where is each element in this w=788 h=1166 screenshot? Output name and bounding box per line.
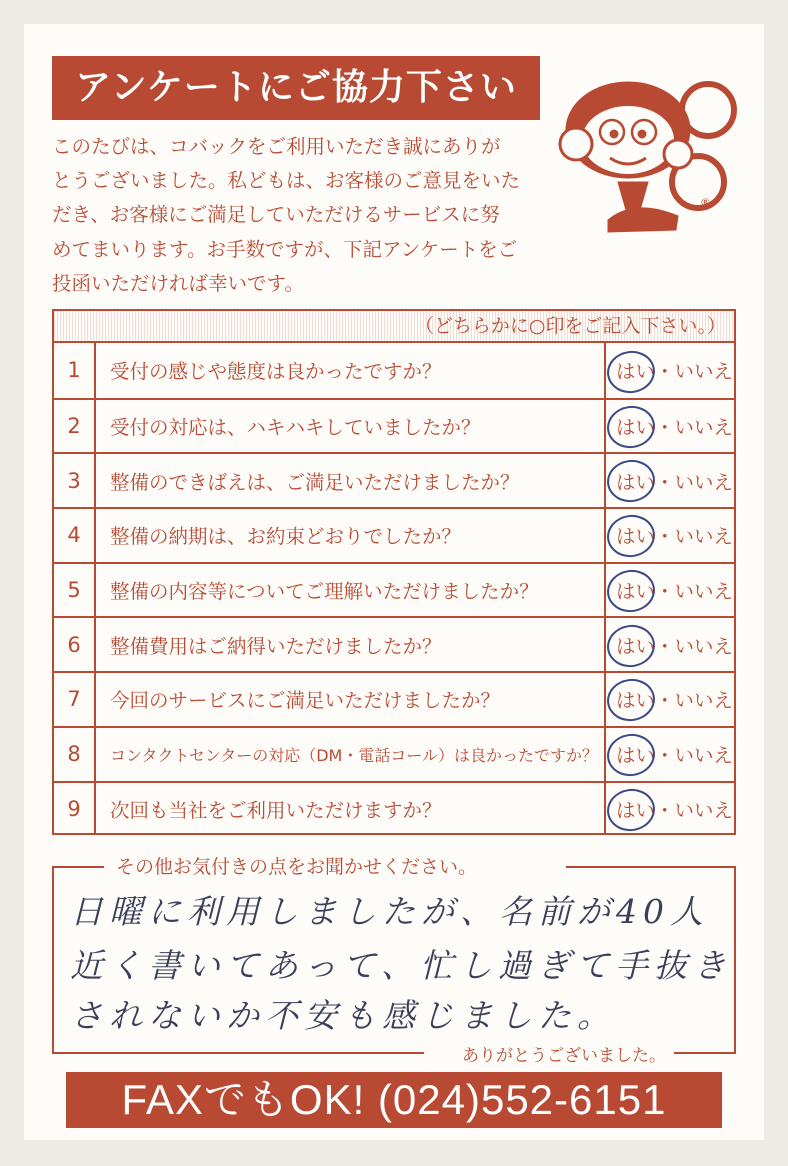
question-text: 整備の内容等についてご理解いただけましたか？ bbox=[110, 580, 539, 604]
question-text: 受付の対応は、ハキハキしていましたか？ bbox=[110, 416, 481, 440]
answer-separator: ・ bbox=[655, 470, 675, 494]
question-number: 2 bbox=[54, 400, 96, 453]
answer-yes[interactable]: はい bbox=[616, 525, 656, 549]
intro-line: このたびは、コバックをご利用いただき誠にありが bbox=[52, 135, 501, 158]
question-text: 次回も当社をご利用いただけますか？ bbox=[110, 798, 442, 822]
intro-line: 投函いただければ幸いです。 bbox=[52, 271, 304, 295]
answer-yes[interactable]: はい bbox=[616, 634, 656, 658]
page-title: アンケートにご協力下さい bbox=[52, 56, 540, 120]
answer-no[interactable]: いいえ bbox=[674, 470, 734, 494]
answer-no[interactable]: いいえ bbox=[674, 416, 734, 440]
answer-separator: ・ bbox=[655, 634, 675, 658]
answer-yes[interactable]: はい bbox=[616, 470, 656, 494]
answer-no[interactable]: いいえ bbox=[674, 798, 734, 822]
answer-no[interactable]: いいえ bbox=[674, 689, 734, 713]
answer-yes[interactable]: はい bbox=[616, 416, 656, 440]
answer-no[interactable]: いいえ bbox=[674, 744, 734, 768]
answer-separator: ・ bbox=[655, 416, 675, 440]
intro-line: とうございました。私どもは、お客様のご意見をいた bbox=[52, 169, 521, 193]
comments-label: その他お気付きの点をお聞かせください。 bbox=[112, 852, 481, 879]
answer-separator: ・ bbox=[655, 744, 675, 768]
question-number: 5 bbox=[54, 564, 96, 617]
answer-separator: ・ bbox=[655, 525, 675, 549]
fax-banner: FAXでもOK! (024)552-6151 bbox=[66, 1072, 722, 1128]
question-number: 8 bbox=[54, 728, 96, 781]
question-number: 3 bbox=[54, 454, 96, 507]
thanks-text: ありがとうございました。 bbox=[458, 1041, 670, 1066]
question-text: コンタクトセンターの対応（DM・電話コール）は良かったですか？ bbox=[110, 745, 599, 765]
answer-separator: ・ bbox=[655, 360, 675, 384]
handwritten-comment-line: 日曜に利用しましたが、名前が40人 bbox=[70, 892, 709, 931]
survey-table bbox=[52, 309, 736, 835]
answer-yes[interactable]: はい bbox=[616, 798, 656, 822]
answer-yes[interactable]: はい bbox=[616, 580, 656, 604]
answer-yes[interactable]: はい bbox=[616, 689, 656, 713]
answer-no[interactable]: いいえ bbox=[674, 634, 734, 658]
handwritten-comment-line: されないか不安も感じました。 bbox=[70, 996, 616, 1035]
question-text: 整備のできばえは、ご満足いただけましたか？ bbox=[110, 470, 520, 494]
answer-no[interactable]: いいえ bbox=[674, 525, 734, 549]
question-text: 整備の納期は、お約束どおりでしたか？ bbox=[110, 525, 462, 549]
question-number: 1 bbox=[54, 343, 96, 398]
intro-line: めてまいります。お手数ですが、下記アンケートをご bbox=[52, 237, 518, 261]
answer-no[interactable]: いいえ bbox=[674, 580, 734, 604]
question-number: 9 bbox=[54, 783, 96, 836]
answer-separator: ・ bbox=[655, 798, 675, 822]
handwritten-comment-line: 近く書いてあって、忙し過ぎて手抜き bbox=[70, 946, 733, 985]
mascot-illustration bbox=[548, 70, 748, 250]
answer-no[interactable]: いいえ bbox=[674, 360, 734, 384]
survey-instruction: （どちらかに○印をご記入下さい。） bbox=[54, 311, 734, 343]
registered-mark: ® bbox=[700, 196, 711, 209]
answer-yes[interactable]: はい bbox=[616, 744, 656, 768]
answer-separator: ・ bbox=[655, 580, 675, 604]
question-number: 6 bbox=[54, 618, 96, 671]
question-number: 4 bbox=[54, 509, 96, 562]
answer-separator: ・ bbox=[655, 689, 675, 713]
question-text: 今回のサービスにご満足いただけましたか？ bbox=[110, 689, 501, 713]
question-text: 受付の感じや態度は良かったですか？ bbox=[110, 360, 442, 384]
question-number: 7 bbox=[54, 673, 96, 726]
intro-text bbox=[52, 130, 552, 301]
question-text: 整備費用はご納得いただけましたか？ bbox=[110, 634, 442, 658]
answer-yes[interactable]: はい bbox=[616, 360, 656, 384]
intro-line: だき、お客様にご満足していただけるサービスに努 bbox=[52, 203, 500, 227]
